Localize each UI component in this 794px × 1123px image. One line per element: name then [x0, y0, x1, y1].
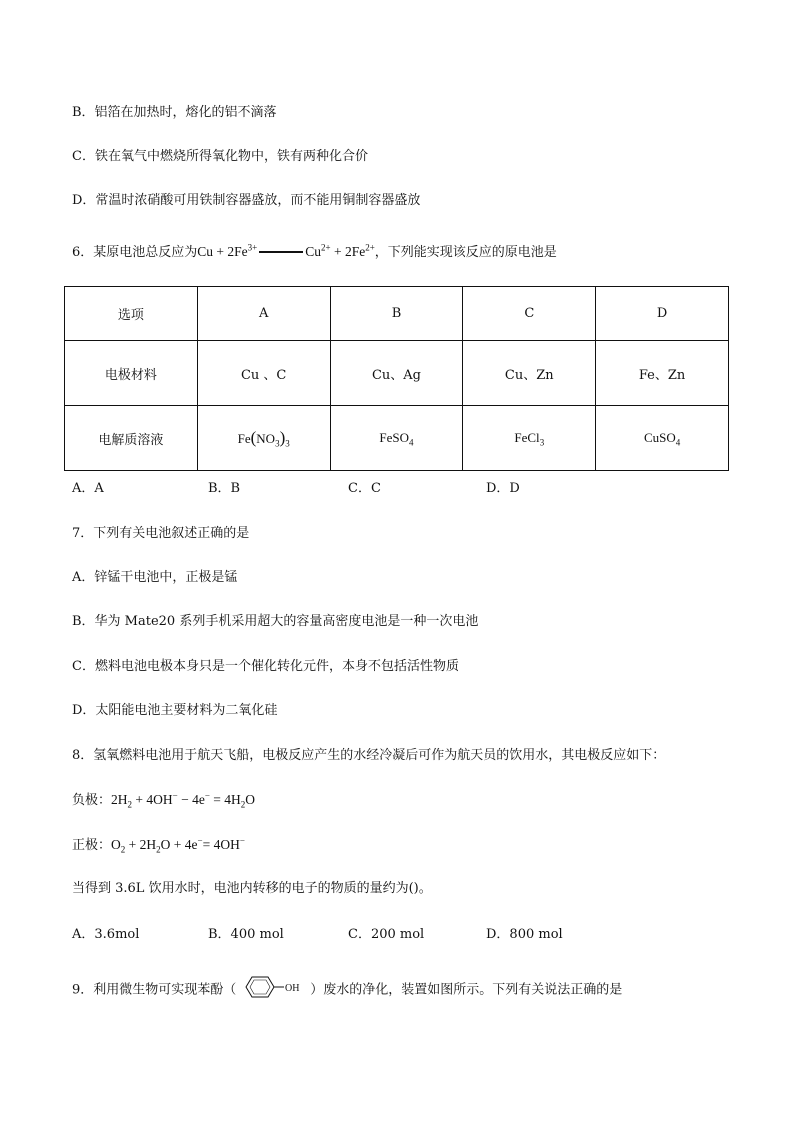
table-header-cell: D — [596, 287, 729, 341]
q6-choice-c[interactable]: C．C — [348, 481, 381, 496]
q6-choice-d[interactable]: D．D — [486, 481, 520, 496]
equals-arrow — [259, 251, 303, 253]
q8-question: 当得到 3.6L 饮用水时，电池内转移的电子的物质的量约为()。 — [72, 881, 432, 896]
q9-stem-suffix: ）废水的净化，装置如图所示。下列有关说法正确的是 — [310, 982, 623, 998]
table-header-cell: B — [330, 287, 463, 341]
table-header-cell: C — [463, 287, 596, 341]
table-cell: Cu 、C — [197, 341, 330, 406]
q8-negative-electrode — [72, 791, 255, 810]
q8-positive-electrode — [72, 836, 245, 855]
q7-stem: 7．下列有关电池叙述正确的是 — [72, 526, 250, 541]
table-cell: Cu、Ag — [330, 341, 463, 406]
q7-option-a[interactable]: A．锌锰干电池中，正极是锰 — [72, 570, 238, 585]
table-row-electrode — [65, 341, 729, 406]
q8-stem: 8．氢氧燃料电池用于航天飞船，电极反应产生的水经冷凝后可作为航天员的饮用水，其电极反应如下： — [72, 748, 666, 763]
q6-choice-b[interactable]: B．B — [208, 481, 241, 496]
q7-option-b[interactable]: B．华为 Mate20 系列手机采用超大的容量高密度电池是一种一次电池 — [72, 614, 479, 629]
table-header-cell: A — [197, 287, 330, 341]
table-header-row — [65, 287, 729, 341]
q8-choice-c[interactable]: C．200 mol — [348, 927, 425, 942]
q6-stem — [72, 243, 557, 262]
positive-equation: $O_2 + 2H_2O + 4e^-= 4OH^-$ — [111, 835, 245, 855]
q7-option-c[interactable]: C．燃料电池电极本身只是一个催化转化元件，本身不包括活性物质 — [72, 659, 459, 674]
q5-option-d: D．常温时浓硝酸可用铁制容器盛放，而不能用铜制容器盛放 — [72, 193, 421, 208]
q8-choice-b[interactable]: B．400 mol — [208, 927, 284, 942]
q5-option-c: C．铁在氧气中燃烧所得氧化物中，铁有两种化合价 — [72, 149, 368, 164]
formula-cuso4: CuSO$_4$ — [596, 406, 729, 471]
formula-fecl3: FeCl$_3$ — [463, 406, 596, 471]
table-cell: Fe、Zn — [596, 341, 729, 406]
q8-choice-a[interactable]: A．3.6mol — [72, 927, 140, 942]
formula-feso4: FeSO$_4$ — [330, 406, 463, 471]
q6-reaction-equation: $Cu + 2Fe^{3+}$ $Cu^{2+} + 2Fe^{2+}$ — [197, 242, 375, 259]
q6-stem-suffix: ，下列能实现该反应的原电池是 — [374, 245, 557, 260]
table-cell: 电极材料 — [65, 341, 198, 406]
oh-label: OH — [285, 983, 300, 994]
q9-stem-prefix: 9．利用微生物可实现苯酚（ — [72, 982, 237, 998]
q6-stem-prefix: 6．某原电池总反应为 — [72, 245, 198, 260]
phenol-structure-icon — [238, 975, 308, 1005]
q8-choice-d[interactable]: D．800 mol — [486, 927, 563, 942]
positive-label: 正极： — [72, 838, 112, 853]
table-row-electrolyte — [65, 406, 729, 471]
table-cell: 电解质溶液 — [65, 406, 198, 471]
q5-option-b: B．铝箔在加热时，熔化的铝不滴落 — [72, 105, 277, 120]
negative-label: 负极： — [72, 793, 112, 808]
table-cell: Cu、Zn — [463, 341, 596, 406]
negative-equation: $2H_2 + 4OH^- - 4e^- = 4H_2O$ — [111, 790, 256, 810]
formula-fe-no3-3: $Fe(NO_3)_3$ — [197, 406, 330, 471]
q6-options-table — [64, 286, 729, 471]
q9-stem — [72, 975, 622, 1005]
table-header-cell: 选项 — [65, 287, 198, 341]
q6-choice-a[interactable]: A．A — [72, 481, 104, 496]
q7-option-d[interactable]: D．太阳能电池主要材料为二氧化硅 — [72, 703, 278, 718]
